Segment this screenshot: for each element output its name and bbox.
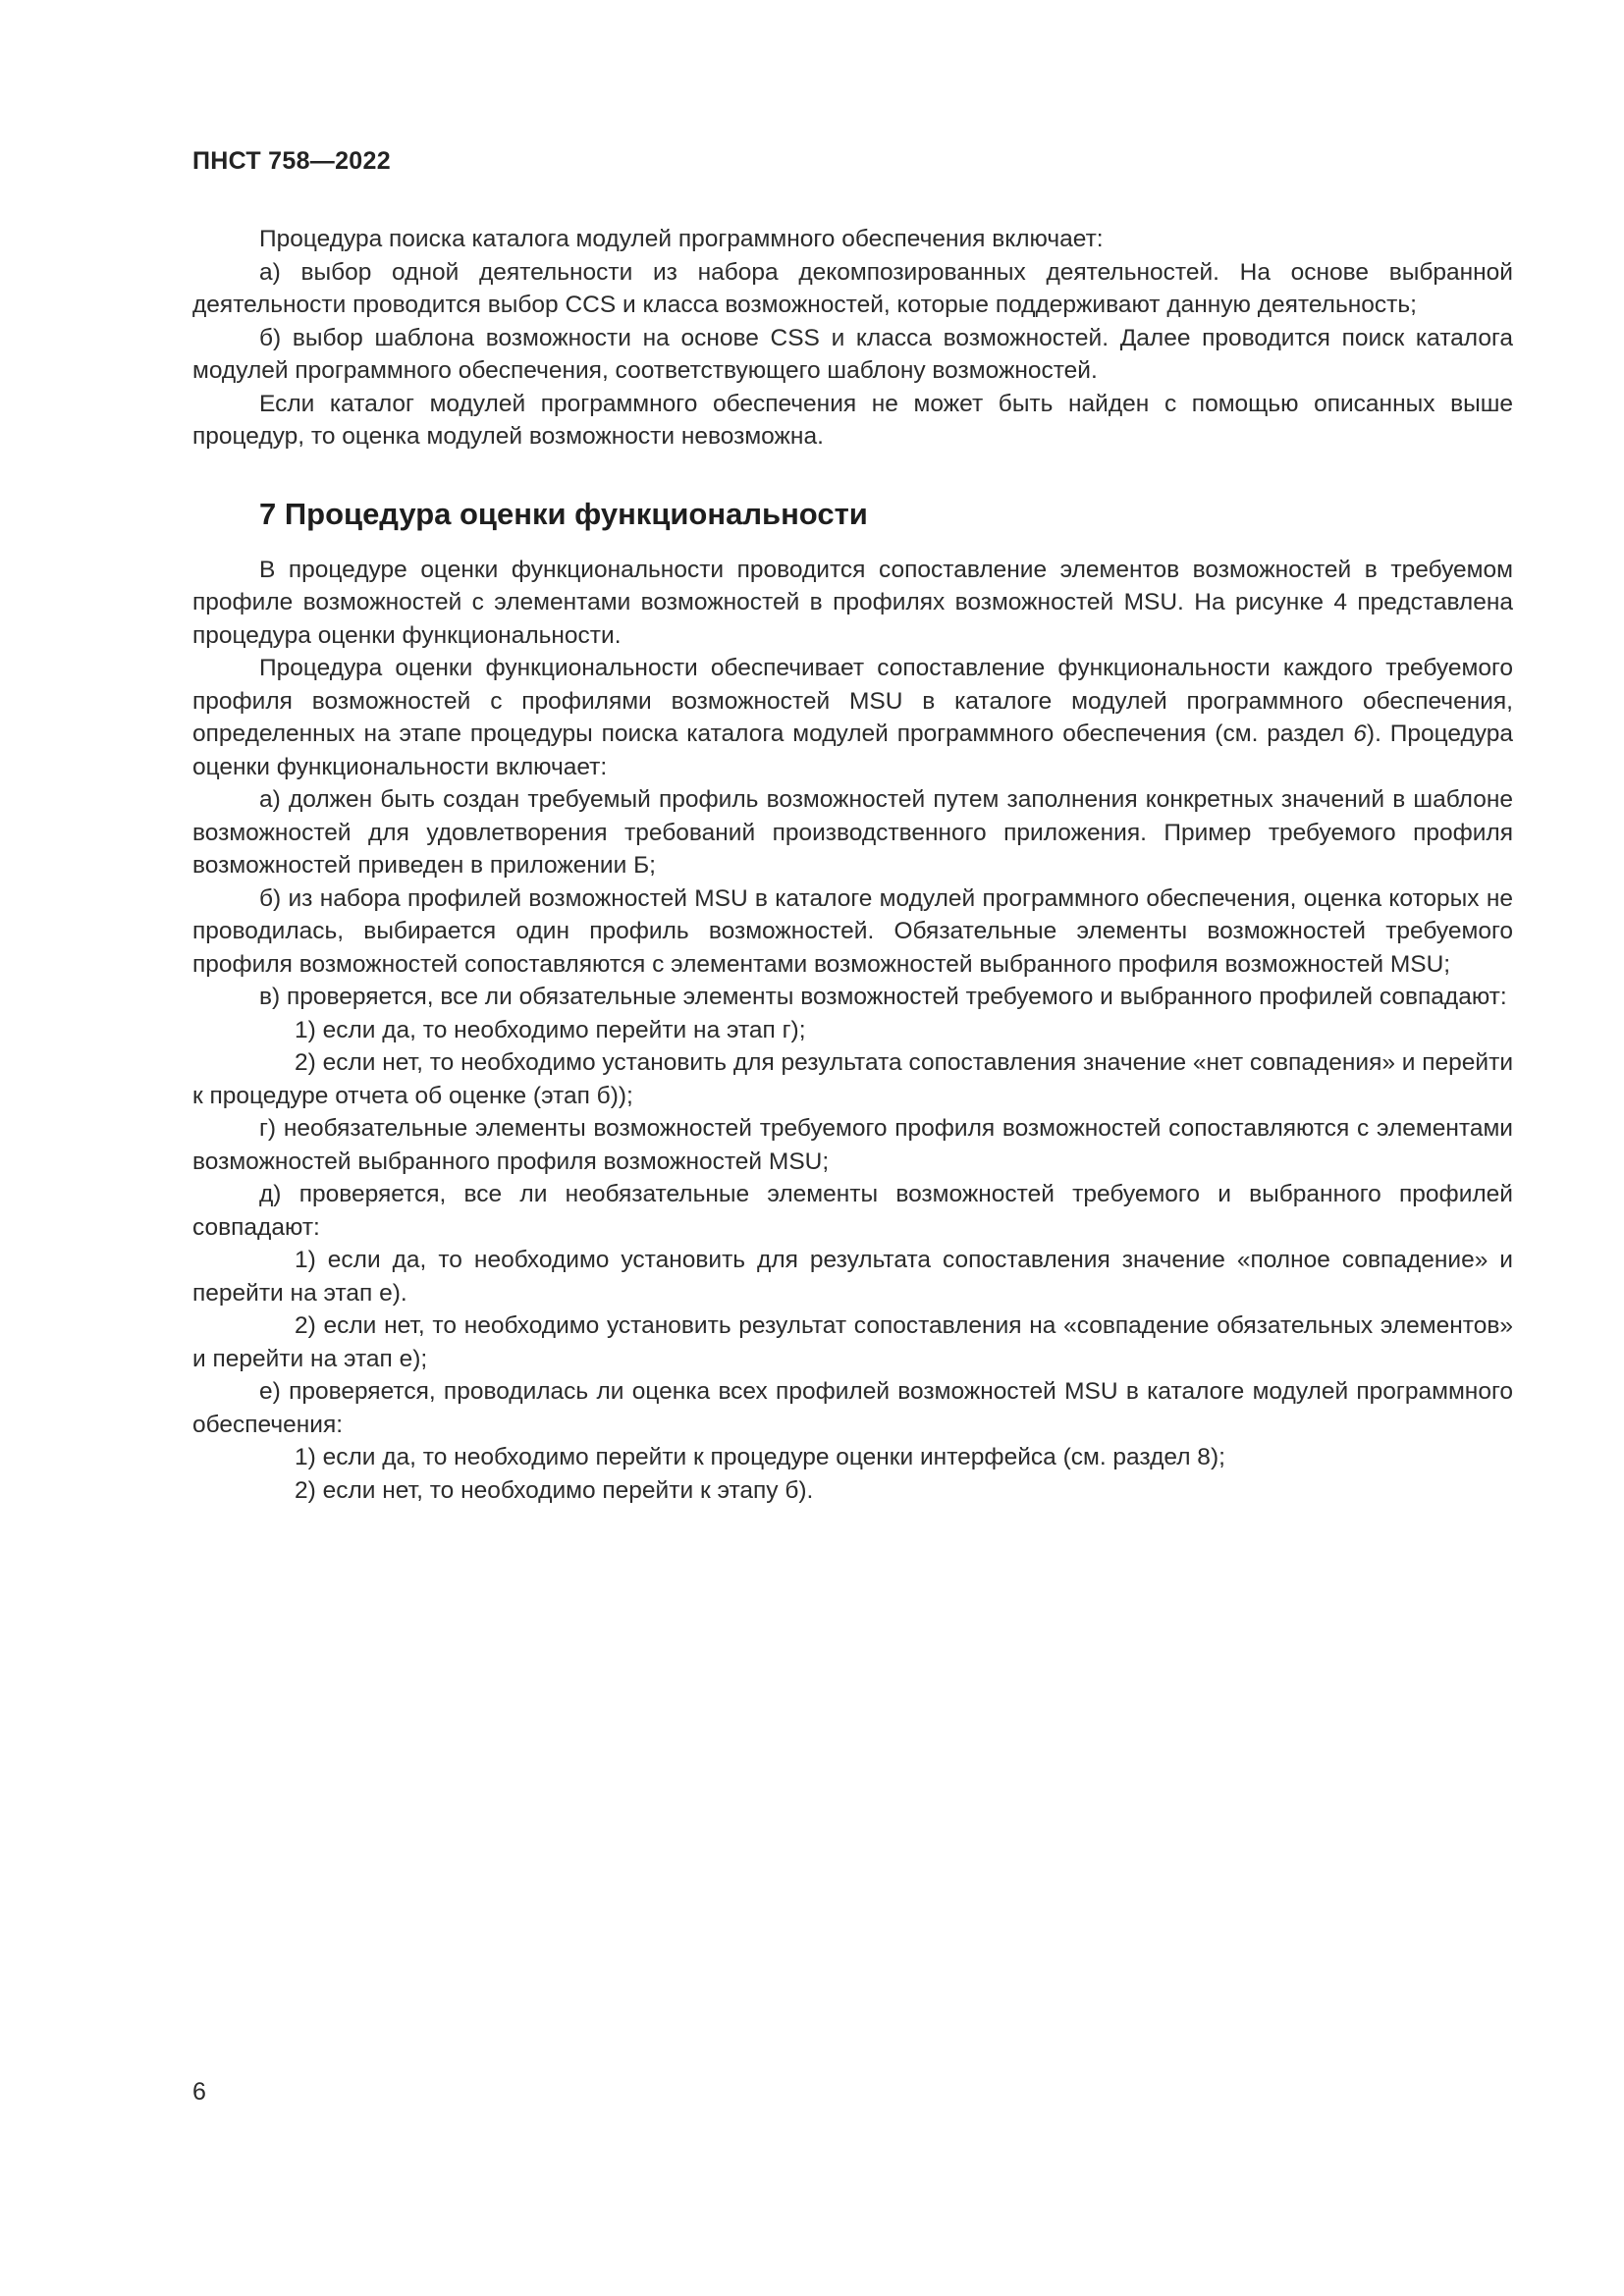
intro-item-a: а) выбор одной деятельности из набора декомпозированных деятельностей. На основе выбранной деятельности проводится выбор CCS и класса возможностей, которые поддерживают данную деятельность; bbox=[192, 258, 1513, 318]
section-paragraph-2-tail: ). Процедура оценки функциональности включает: bbox=[192, 721, 1514, 780]
section-paragraph-2 bbox=[192, 652, 1513, 783]
section-reference: 6 bbox=[1353, 721, 1367, 747]
step-d: д) проверяется, все ли необязательные элементы возможностей требуемого и выбранного профилей совпадают: bbox=[192, 1181, 1513, 1241]
page-content bbox=[192, 223, 1513, 1507]
intro-paragraph: Процедура поиска каталога модулей программного обеспечения включает: bbox=[259, 226, 1104, 252]
step-e-2: 2) если нет, то необходимо перейти к этапу б). bbox=[295, 1476, 814, 1504]
step-v: в) проверяется, все ли обязательные элементы возможностей требуемого и выбранного профилей совпадают: bbox=[259, 984, 1507, 1010]
page-number: 6 bbox=[192, 2078, 206, 2106]
step-d-1: 1) если да, то необходимо установить для результата сопоставления значение «полное совпадение» и перейти на этап е). bbox=[192, 1247, 1513, 1307]
step-d-2: 2) если нет, то необходимо установить результат сопоставления на «совпадение обязательных элементов» и перейти на этап е); bbox=[192, 1312, 1513, 1372]
step-e-1: 1) если да, то необходимо перейти к процедуре оценки интерфейса (см. раздел 8); bbox=[295, 1444, 1225, 1470]
step-e: е) проверяется, проводилась ли оценка всех профилей возможностей MSU в каталоге модулей программного обеспечения: bbox=[192, 1378, 1513, 1438]
section-title: 7 Процедура оценки функциональности bbox=[259, 496, 868, 531]
step-b: б) из набора профилей возможностей MSU в каталоге модулей программного обеспечения, оценка которых не проводилась, выбирается один профиль возможностей. Обязательные элементы возможностей требуемого профиля возможностей сопоставляются с элементами возможностей выбранного профиля возможностей MSU; bbox=[192, 884, 1513, 978]
step-g: г) необязательные элементы возможностей требуемого профиля возможностей сопоставляются с элементами возможностей выбранного профиля возможностей MSU; bbox=[192, 1115, 1513, 1175]
section-paragraph-1: В процедуре оценки функциональности проводится сопоставление элементов возможностей в требуемом профиле возможностей с элементами возможностей в профилях возможностей MSU. На рисунке 4 представлена процедура оценки функциональности. bbox=[192, 556, 1513, 649]
step-a: а) должен быть создан требуемый профиль возможностей путем заполнения конкретных значений в шаблоне возможностей для удовлетворения требований производственного приложения. Пример требуемого профиля возможностей приведен в приложении Б; bbox=[192, 786, 1513, 879]
step-v-1: 1) если да, то необходимо перейти на этап г); bbox=[295, 1016, 806, 1043]
intro-item-b: б) выбор шаблона возможности на основе CSS и класса возможностей. Далее проводится поиск каталога модулей программного обеспечения, соответствующего шаблону возможностей. bbox=[192, 324, 1513, 384]
document-header: ПНСТ 758—2022 bbox=[192, 147, 391, 175]
section-paragraph-2-text: Процедура оценки функциональности обеспечивает сопоставление функциональности каждого требуемого профиля возможностей с профилями возможностей MSU в каталоге модулей программного обеспечения, определенных на этапе процедуры поиска каталога модулей программного обеспечения (см. раздел bbox=[192, 655, 1513, 747]
intro-conclusion: Если каталог модулей программного обеспечения не может быть найден с помощью описанных выше процедур, то оценка модулей возможности невозможна. bbox=[192, 390, 1513, 450]
step-v-2: 2) если нет, то необходимо установить для результата сопоставления значение «нет совпадения» и перейти к процедуре отчета об оценке (этап б)); bbox=[192, 1049, 1514, 1109]
